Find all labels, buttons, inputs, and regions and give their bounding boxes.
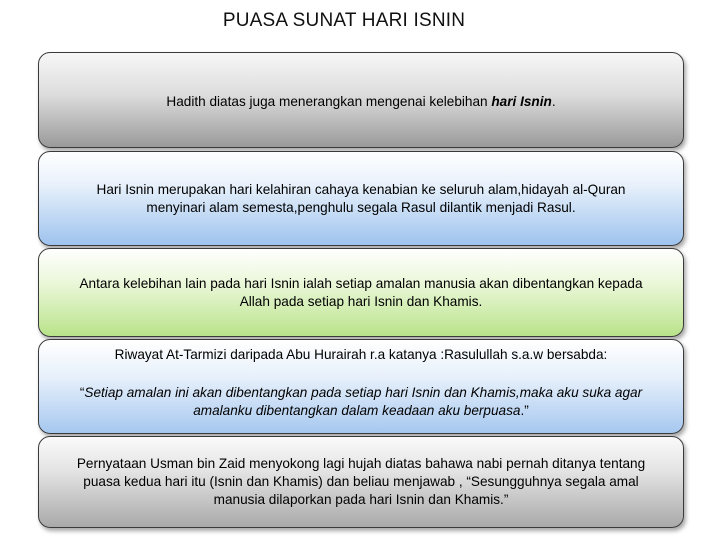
box5-line2: puasa kedua hari itu (Isnin dan Khamis) dan beliau menjawab , “Sesungguhnya segala amal (83, 474, 639, 489)
box1-emphasis: hari Isnin (491, 94, 552, 109)
box-isnin-significance (38, 151, 684, 246)
box5-line3: manusia dilaporkan pada hari Isnin dan Khamis.” (213, 492, 509, 507)
box2-line1: Hari Isnin merupakan hari kelahiran cahaya kenabian ke seluruh alam,hidayah al-Quran (96, 181, 626, 197)
box4-quote-open: “ (79, 385, 85, 400)
box3-line1: Antara kelebihan lain pada hari Isnin ialah setiap amalan manusia akan dibentangkan kepada (79, 275, 643, 291)
box4-quote-line2-wrap (49, 402, 673, 420)
box-hadith-quote (38, 339, 684, 434)
box4-quote-close: .” (520, 403, 529, 418)
box4-narration: Riwayat At-Tarmizi daripada Abu Hurairah r.a katanya :Rasulullah s.a.w bersabda: (114, 347, 608, 362)
box5-line1: Pernyataan Usman bin Zaid menyokong lagi hujah diatas bahawa nabi pernah ditanya tentang (76, 456, 646, 471)
box1-text-before: Hadith diatas juga menerangkan mengenai kelebihan (166, 94, 492, 109)
box-deeds-presented (38, 248, 684, 337)
box-hadith-summary-text (49, 93, 673, 111)
box2-line2: menyinari alam semesta,penghulu segala Rasul dilantik menjadi Rasul. (146, 199, 576, 215)
box4-quote-line2: amalanku dibentangkan dalam keadaan aku berpuasa (193, 403, 521, 418)
box1-text-after: . (551, 94, 556, 109)
box-hadith-summary (38, 52, 684, 148)
box4-quote-line1: Setiap amalan ini akan dibentangkan pada setiap hari Isnin dan Khamis,maka aku suka agar (84, 385, 643, 400)
box3-line2: Allah pada setiap hari Isnin dan Khamis. (239, 293, 483, 309)
box-usman-statement (38, 436, 684, 528)
page-title: PUASA SUNAT HARI ISNIN (222, 10, 466, 31)
box4-quote-line1-wrap (49, 384, 673, 402)
